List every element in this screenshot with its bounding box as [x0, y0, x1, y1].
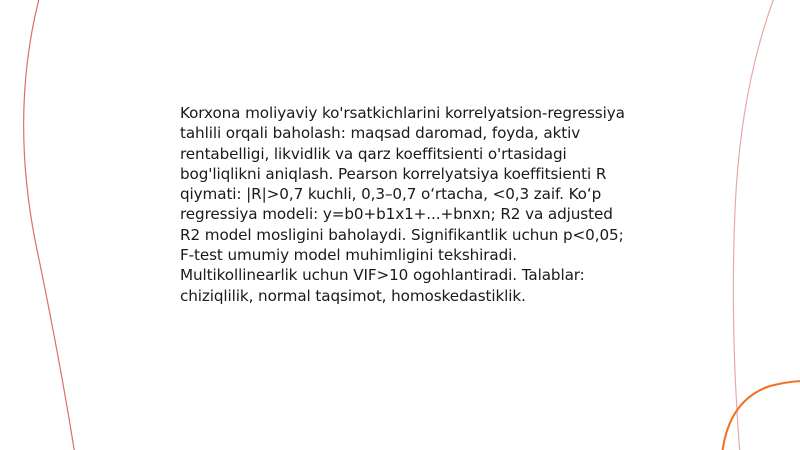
- left-arc: [24, 0, 75, 450]
- slide-body-text: Korxona moliyaviy ko'rsatkichlarini korrelyatsion-regressiya tahlili orqali baholash: maqsad daromad, foyda, aktiv rentabelligi, likvidlik va qarz koeffitsienti o'rtasidagi bog'liqlikni aniqlash. Pearson korrelyatsiya koeffitsienti R qiymati: |R|>0,7 kuchli, 0,3–0,7 oʻrtacha, <0,3 zaif. Koʻp regressiya modeli: y=b0+b1x1+...+bnxn; R2 va adjusted R2 model mosligini baholaydi. Signifikantlik uchun p<0,05; F-test umumiy model muhimligini tekshiradi. Multikollinearlik uchun VIF>10 ogohlantiradi. Talablar: chiziqlilik, normal taqsimot, homoskedastiklik.: [180, 104, 625, 305]
- right-arc: [733, 0, 775, 450]
- orange-accent-arc: [722, 381, 800, 450]
